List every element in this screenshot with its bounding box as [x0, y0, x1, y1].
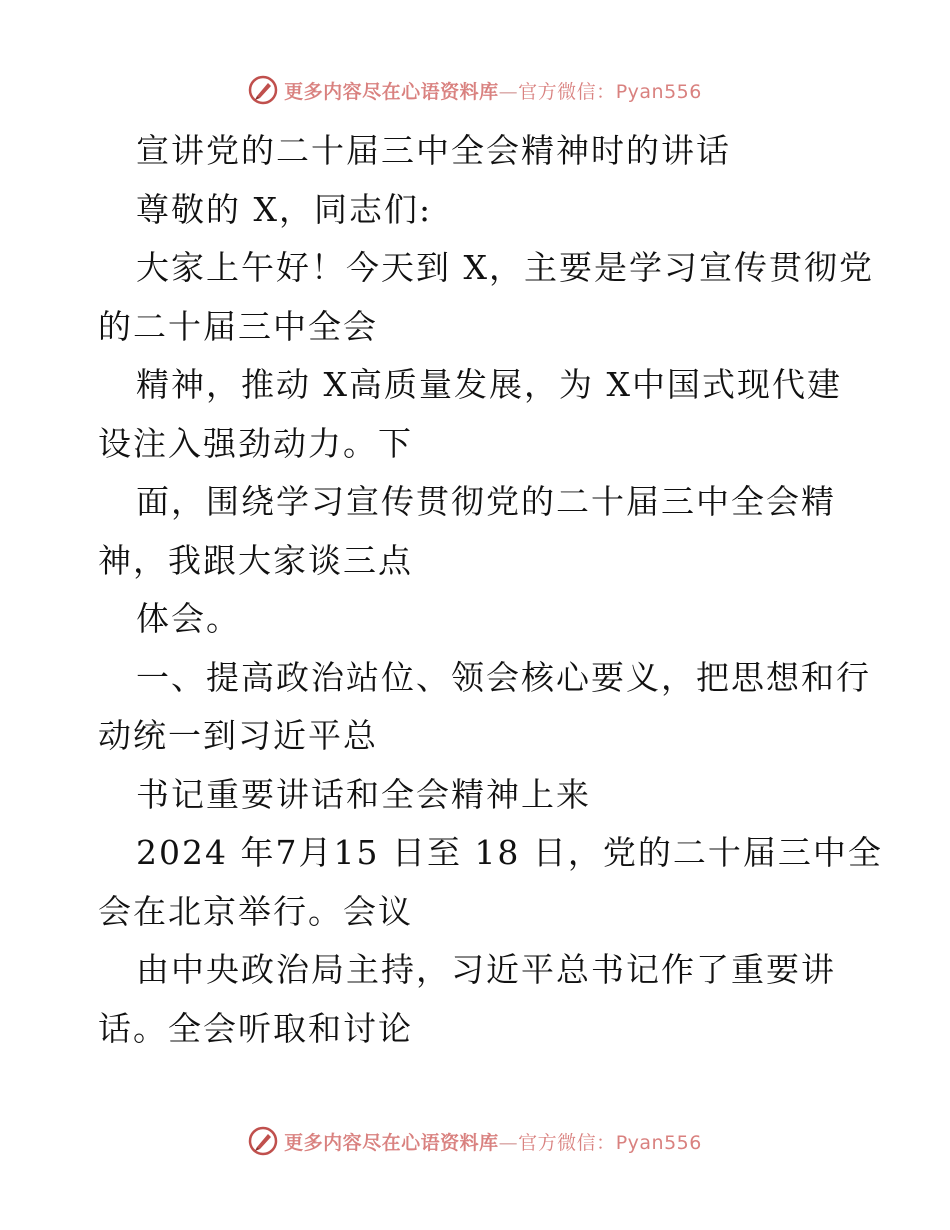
paragraph-line: 宣讲党的二十届三中全会精神时的讲话	[136, 131, 731, 170]
header-watermark	[0, 70, 950, 110]
paragraph-line: 大家上午好！今天到 X，主要是学习宣传贯彻党	[136, 248, 874, 287]
paragraph-line: 书记重要讲话和全会精神上来	[136, 774, 591, 814]
paragraph-line: 话。全会听取和讨论	[98, 1008, 413, 1048]
paragraph-line: 2024 年7月15 日至 18 日，党的二十届三中全	[136, 833, 883, 872]
paragraph-line: 由中央政治局主持，习近平总书记作了重要讲	[136, 950, 836, 989]
paragraph-line: 体会。	[136, 599, 241, 638]
paragraph-line: 精神，推动 X高质量发展，为 X中国式现代建	[136, 365, 842, 404]
watermark-text: 更多内容尽在心语资料库—官方微信：Pyan556	[284, 1131, 702, 1154]
paragraph-line: 尊敬的 X，同志们:	[136, 189, 433, 229]
paragraph-line: 神，我跟大家谈三点	[98, 540, 413, 580]
paragraph-line: 面，围绕学习宣传贯彻党的二十届三中全会精	[136, 482, 836, 521]
watermark-text: 更多内容尽在心语资料库—官方微信：Pyan556	[284, 80, 702, 103]
paragraph-line: 的二十届三中全会	[98, 306, 378, 346]
quill-pen-logo-icon	[248, 75, 278, 105]
quill-pen-logo-icon	[248, 1126, 278, 1156]
paragraph-line: 动统一到习近平总	[98, 716, 378, 755]
paragraph-line: 一、提高政治站位、领会核心要义，把思想和行	[136, 657, 871, 697]
paragraph-line: 设注入强劲动力。下	[98, 423, 413, 463]
document-body	[98, 122, 883, 1058]
paragraph-line: 会在北京举行。会议	[98, 891, 413, 931]
footer-watermark	[0, 1121, 950, 1161]
